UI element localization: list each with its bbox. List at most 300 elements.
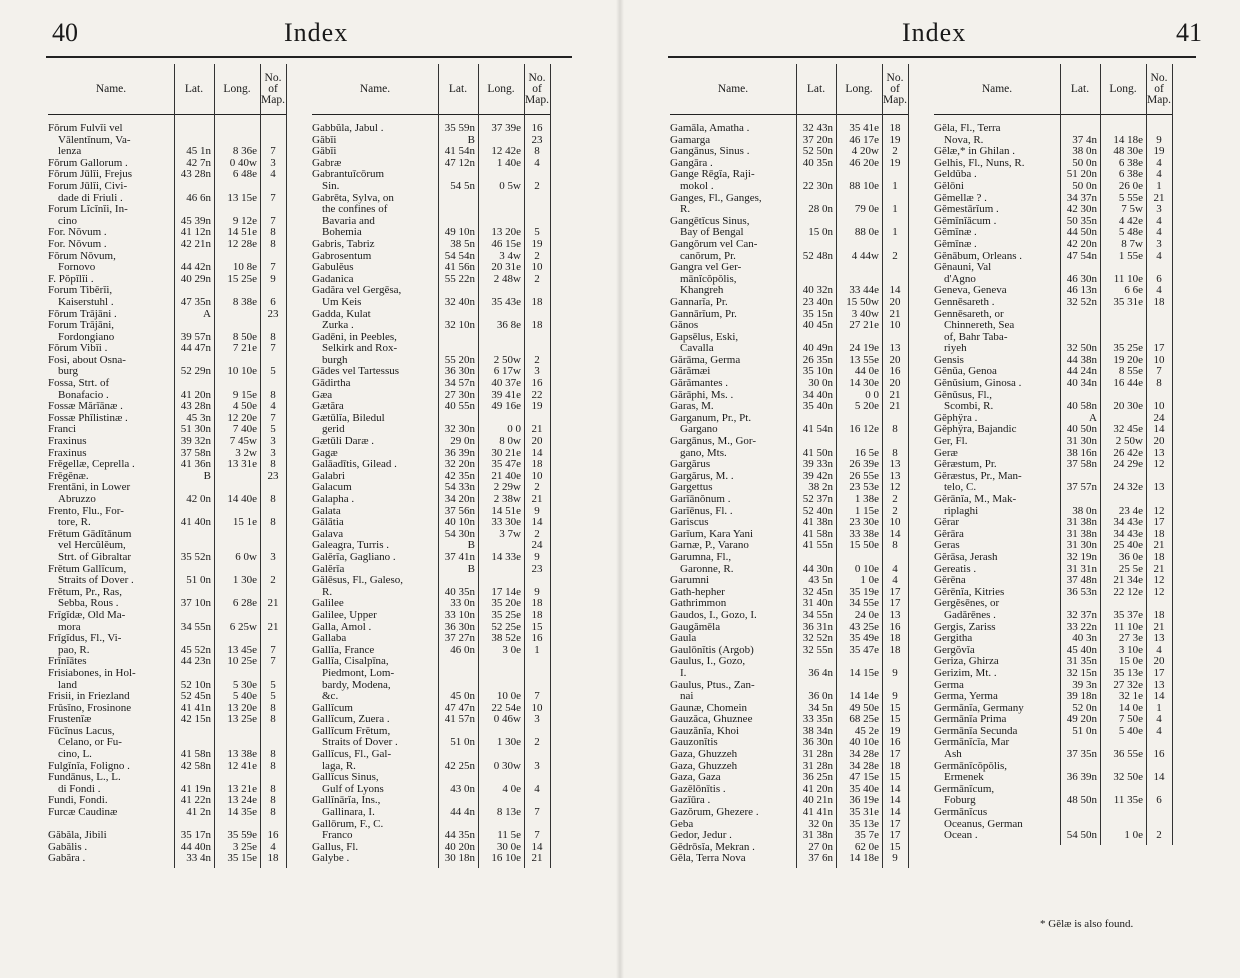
- entry-latitude: 42 7n: [186, 156, 211, 169]
- entry-name: Fulgĭnĭa, Foligno .: [48, 760, 130, 772]
- entry-name: Găbĭi: [312, 134, 337, 146]
- entry-name: burgh: [322, 354, 348, 366]
- entry-name: Gamarga: [670, 134, 711, 146]
- entry-map-number: 18: [889, 759, 901, 772]
- index-entry: [312, 181, 550, 193]
- entry-name: Gādes vel Tartessus: [312, 366, 400, 378]
- column-header: [48, 64, 286, 115]
- entry-longitude: 20 31e: [491, 261, 521, 274]
- entry-name: Gĕræstus, Pr., Man-: [934, 470, 1022, 482]
- entry-latitude: 38 2n: [808, 481, 833, 494]
- index-entry: [670, 540, 908, 552]
- entry-longitude: 36 55e: [1113, 748, 1143, 761]
- entry-longitude: 36 8e: [496, 319, 521, 332]
- entry-name: Frĕtum, Pr., Ras,: [48, 586, 122, 598]
- entry-map-number: 2: [534, 736, 540, 749]
- column-rule: [836, 64, 837, 868]
- entry-longitude: 5 48e: [1118, 226, 1143, 239]
- entry-latitude: 52 0n: [1072, 701, 1097, 714]
- entry-latitude: 35 59n: [444, 122, 475, 134]
- entry-longitude: 11 10e: [1113, 620, 1143, 633]
- entry-name: Galapha .: [312, 494, 355, 505]
- entry-map-number: 12: [889, 481, 901, 494]
- entry-longitude: 15 0e: [1118, 655, 1143, 668]
- entry-name: Gauzonĭtis: [670, 737, 718, 749]
- entry-name: Gaugămēla: [670, 621, 721, 633]
- entry-longitude: 35 40e: [849, 782, 879, 795]
- column-body: [934, 115, 1172, 842]
- entry-longitude: 32 45e: [1113, 423, 1143, 436]
- entry-map-number: 9: [270, 272, 276, 285]
- entry-longitude: 15 50e: [849, 539, 879, 552]
- entry-longitude: 4 50e: [232, 400, 257, 413]
- entry-name: Garnæ, P., Varano: [670, 540, 749, 552]
- entry-latitude: 41 41n: [180, 701, 211, 714]
- entry-name: Gĕmellæ ? .: [934, 192, 987, 204]
- entry-map-number: 4: [1156, 249, 1162, 262]
- index-entry: [48, 598, 286, 610]
- entry-map-number: 2: [892, 249, 898, 262]
- entry-latitude: 39 3n: [1072, 678, 1097, 691]
- entry-longitude: 88 10e: [849, 179, 879, 192]
- entry-map-number: 4: [534, 782, 540, 795]
- entry-name: bardy, Modena,: [322, 679, 391, 691]
- entry-longitude: 16 5e: [854, 446, 879, 459]
- header-map-number: No. of Map.: [883, 71, 907, 106]
- entry-longitude: 0 0: [865, 388, 879, 401]
- entry-map-number: 16: [531, 632, 543, 645]
- index-entry: [934, 436, 1172, 448]
- entry-name: Gallĭcum Frĕtum,: [312, 725, 391, 737]
- entry-map-number: 2: [534, 272, 540, 285]
- index-entry: [312, 668, 550, 680]
- entry-name: Gĕnŭsium, Ginosa .: [934, 378, 1022, 390]
- entry-name: Gallĭa, Cisalpīna,: [312, 656, 389, 668]
- entry-latitude: 38 5n: [450, 237, 475, 250]
- entry-name: Fundi, Fondi.: [48, 795, 108, 807]
- index-entry: [934, 726, 1172, 738]
- entry-name: Gætūli Daræ .: [312, 436, 375, 448]
- entry-latitude: 46 0n: [450, 643, 475, 656]
- header-name: Name.: [981, 82, 1013, 95]
- entry-name: Forum Tibĕrĭi,: [48, 285, 113, 297]
- entry-name: Geneva, Geneva: [934, 285, 1007, 297]
- entry-latitude: 23 40n: [802, 295, 833, 308]
- entry-longitude: 7 45w: [229, 435, 257, 448]
- entry-name: Franco: [322, 830, 353, 842]
- index-entry: [670, 668, 908, 680]
- entry-latitude: 45 40n: [1066, 643, 1097, 656]
- index-column: [48, 64, 286, 865]
- entry-latitude: 31 38n: [1066, 516, 1097, 529]
- entry-latitude: 44 30n: [802, 562, 833, 575]
- entry-name: Gangāra .: [670, 157, 713, 169]
- entry-map-number: 17: [889, 829, 901, 842]
- entry-map-number: 21: [889, 307, 901, 320]
- entry-map-number: 4: [534, 156, 540, 169]
- column-rule: [882, 64, 883, 868]
- entry-longitude: 13 15e: [227, 191, 257, 204]
- entry-map-number: 4: [1156, 214, 1162, 227]
- entry-name: Gazŏrum, Ghezere .: [670, 807, 759, 819]
- entry-latitude: 42 35n: [444, 469, 475, 482]
- entry-latitude: 43 28n: [180, 168, 211, 181]
- entry-name: Gereatis .: [934, 563, 977, 575]
- entry-name: Frentāni, in Lower: [48, 482, 131, 494]
- column-body: [670, 115, 908, 865]
- entry-latitude: 41 2n: [186, 806, 211, 819]
- entry-name: Gĕmĭnĭăcum .: [934, 215, 997, 227]
- entry-name: gerid: [322, 424, 345, 436]
- column-header: [670, 64, 908, 115]
- entry-longitude: 9 12e: [232, 214, 257, 227]
- index-entry: [48, 193, 286, 205]
- entry-name: Gabrantuīcōrum: [312, 169, 385, 181]
- entry-name: Frustenīæ: [48, 714, 92, 726]
- entry-name: Geldŭba .: [934, 169, 977, 181]
- entry-map-number: 2: [892, 145, 898, 158]
- entry-longitude: 8 0w: [499, 435, 521, 448]
- entry-name: Galybe .: [312, 853, 350, 865]
- index-entry: [934, 691, 1172, 703]
- entry-name: Gabris, Tabriz: [312, 238, 375, 250]
- entry-name: Gĕrāra: [934, 528, 964, 540]
- entry-name: Frĭgĭdæ, Old Ma-: [48, 609, 126, 621]
- entry-longitude: 62 0e: [854, 840, 879, 853]
- entry-map-number: 7: [270, 342, 276, 355]
- entry-longitude: 6 48e: [232, 168, 257, 181]
- index-entry: [312, 633, 550, 645]
- index-column: [934, 64, 1172, 842]
- entry-latitude: 37 27n: [444, 632, 475, 645]
- header-long: Long.: [845, 82, 873, 95]
- entry-name: Gĕnauni, Val: [934, 262, 992, 274]
- index-entry: [934, 262, 1172, 274]
- entry-longitude: 22 12e: [1113, 585, 1143, 598]
- entry-latitude: 37 56n: [444, 504, 475, 517]
- entry-map-number: 23: [531, 133, 543, 146]
- entry-longitude: 6 0w: [235, 550, 257, 563]
- entry-name: Gabrēta, Sylva, on: [312, 192, 394, 204]
- entry-name: Galilee, Upper: [312, 609, 377, 621]
- entry-map-number: 21: [1153, 191, 1165, 204]
- entry-latitude: 32 20n: [444, 458, 475, 471]
- entry-longitude: 44 0e: [854, 365, 879, 378]
- entry-name: Fŏrum Nŏvum,: [48, 250, 116, 262]
- entry-name: Gauzănĭa, Khoi: [670, 725, 740, 737]
- entry-longitude: 38 52e: [491, 632, 521, 645]
- index-entry: [48, 517, 286, 529]
- index-entry: [934, 123, 1172, 135]
- entry-longitude: 46 15e: [491, 237, 521, 250]
- entry-name: Gĕphÿra .: [934, 412, 978, 424]
- entry-longitude: 14 51e: [491, 504, 521, 517]
- entry-name: Gange Rēgĭa, Raji-: [670, 169, 755, 181]
- index-entry: [312, 761, 550, 773]
- entry-name: Gætăra: [312, 401, 344, 413]
- entry-longitude: 21 34e: [1113, 574, 1143, 587]
- entry-latitude: 49 20n: [1066, 713, 1097, 726]
- entry-name: Gallĭcum: [312, 702, 353, 714]
- entry-name: Gariscus: [670, 517, 709, 529]
- entry-map-number: 5: [270, 423, 276, 436]
- entry-name: Scombi, R.: [944, 401, 994, 413]
- entry-latitude: 44 47n: [180, 342, 211, 355]
- entry-longitude: 5 55e: [1118, 191, 1143, 204]
- entry-longitude: 39 41e: [491, 388, 521, 401]
- entry-latitude: 27 30n: [444, 388, 475, 401]
- entry-latitude: 32 0n: [808, 817, 833, 830]
- index-entry: [934, 668, 1172, 680]
- entry-latitude: 27 0n: [808, 840, 833, 853]
- entry-longitude: 35 43e: [491, 295, 521, 308]
- entry-longitude: 4 20w: [851, 145, 879, 158]
- entry-longitude: 35 15e: [227, 852, 257, 865]
- entry-map-number: 2: [270, 574, 276, 587]
- entry-map-number: 18: [531, 458, 543, 471]
- index-entry: [312, 320, 550, 332]
- entry-latitude: 37 58n: [1066, 458, 1097, 471]
- entry-name: Ganges, Fl., Ganges,: [670, 192, 762, 204]
- entry-name: Fŏrum Gallorum .: [48, 157, 128, 169]
- entry-name: Gelhis, Fl., Nuns, R.: [934, 157, 1025, 169]
- entry-name: Straits of Dover .: [322, 737, 398, 749]
- entry-latitude: 43 0n: [450, 782, 475, 795]
- entry-name: Gĕla, Fl., Terra: [934, 123, 1001, 134]
- entry-latitude: 44 24n: [1066, 365, 1097, 378]
- entry-latitude: 40 10n: [444, 516, 475, 529]
- entry-name: Fosi, about Osna-: [48, 354, 126, 366]
- index-entry: [670, 262, 908, 274]
- index-entry: [312, 552, 550, 564]
- footnote: * Gĕlæ is also found.: [1040, 918, 1134, 930]
- entry-name: Gĕrēna: [934, 575, 966, 587]
- index-entry: [312, 494, 550, 506]
- index-entry: [670, 251, 908, 263]
- entry-latitude: 44 42n: [180, 261, 211, 274]
- page-title: Index: [284, 18, 349, 47]
- entry-longitude: 49 16e: [491, 400, 521, 413]
- index-entry: [670, 401, 908, 413]
- index-entry: [934, 552, 1172, 564]
- index-entry: [670, 320, 908, 332]
- entry-name: Galĕrĭa: [312, 563, 345, 575]
- entry-name: cino, L.: [58, 749, 92, 761]
- entry-latitude: 36 31n: [802, 620, 833, 633]
- entry-longitude: 49 50e: [849, 701, 879, 714]
- entry-longitude: 12 28e: [227, 237, 257, 250]
- entry-latitude: 41 54n: [444, 145, 475, 158]
- entry-longitude: 35 19e: [849, 585, 879, 598]
- entry-name: Garĭum, Kara Yani: [670, 528, 754, 540]
- entry-longitude: 2 29w: [493, 481, 521, 494]
- index-entry: [48, 633, 286, 645]
- entry-latitude: 36 0n: [808, 690, 833, 703]
- entry-latitude: 48 50n: [1066, 794, 1097, 807]
- entry-latitude: 52 10n: [180, 678, 211, 691]
- entry-longitude: 25 40e: [1113, 539, 1143, 552]
- entry-name: Nova, R.: [944, 134, 984, 146]
- entry-map-number: 4: [1156, 226, 1162, 239]
- entry-name: Galacum: [312, 482, 352, 494]
- entry-name: Gergĕsēnes, or: [934, 598, 1000, 610]
- entry-name: Germānĭa Secunda: [934, 725, 1018, 737]
- entry-name: Celano, or Fu-: [58, 737, 122, 749]
- entry-latitude: 34 37n: [1066, 191, 1097, 204]
- entry-longitude: 1 55e: [1118, 249, 1143, 262]
- entry-map-number: 14: [531, 840, 543, 853]
- index-entry: [312, 575, 550, 587]
- entry-name: Bohemia: [322, 227, 362, 239]
- entry-map-number: 4: [270, 400, 276, 413]
- entry-latitude: 44 23n: [180, 655, 211, 668]
- entry-name: Frĕtum Gādĭtānum: [48, 528, 132, 540]
- entry-map-number: 8: [270, 748, 276, 761]
- entry-name: Bay of Bengal: [680, 227, 744, 239]
- entry-longitude: 21 40e: [491, 469, 521, 482]
- entry-name: Gărămæi: [670, 366, 711, 378]
- entry-latitude: B: [203, 469, 211, 482]
- entry-longitude: 13 20e: [491, 226, 521, 239]
- entry-latitude: 55 22n: [444, 272, 475, 285]
- entry-latitude: 41 20n: [180, 388, 211, 401]
- entry-longitude: 33 44e: [849, 284, 879, 297]
- entry-name: pao, R.: [58, 644, 90, 656]
- entry-name: Geriza, Ghirza: [934, 656, 999, 668]
- index-entry: [670, 552, 908, 564]
- entry-latitude: 34 57n: [444, 377, 475, 390]
- index-entry: [48, 297, 286, 309]
- entry-map-number: 8: [270, 782, 276, 795]
- entry-name: Gaula: [670, 633, 697, 645]
- entry-latitude: 52 48n: [802, 249, 833, 262]
- entry-map-number: 10: [1153, 400, 1165, 413]
- entry-name: Gallĭnārĭa, Ins.,: [312, 795, 381, 807]
- index-entry: [934, 482, 1172, 494]
- entry-name: Gætūlĭa, Biledul: [312, 412, 385, 424]
- header-name: Name.: [359, 82, 391, 95]
- index-entry: [670, 239, 908, 251]
- entry-map-number: 8: [270, 388, 276, 401]
- entry-longitude: 3 2w: [235, 446, 257, 459]
- entry-latitude: 39 57n: [180, 330, 211, 343]
- entry-map-number: 13: [1153, 481, 1165, 494]
- entry-longitude: 3 0e: [502, 643, 521, 656]
- entry-latitude: 31 40n: [802, 597, 833, 610]
- entry-name: cino: [58, 215, 77, 227]
- entry-latitude: 41 38n: [802, 516, 833, 529]
- entry-name: Gabræ: [312, 157, 342, 169]
- entry-map-number: 13: [1153, 446, 1165, 459]
- entry-longitude: 15 50w: [846, 295, 879, 308]
- entry-name: Fŭcĭnus Lacus,: [48, 725, 115, 737]
- index-entry: [312, 297, 550, 309]
- index-entry: [48, 575, 286, 587]
- entry-latitude: 40 21n: [802, 794, 833, 807]
- entry-longitude: 33 30e: [491, 516, 521, 529]
- entry-map-number: 14: [889, 284, 901, 297]
- entry-longitude: 88 0e: [854, 226, 879, 239]
- index-entry: [312, 262, 550, 274]
- entry-map-number: 18: [889, 632, 901, 645]
- entry-map-number: 9: [892, 666, 898, 679]
- index-entry: [312, 564, 550, 576]
- entry-name: Germānĭcum,: [934, 783, 995, 795]
- entry-name: Gadanica: [312, 273, 354, 285]
- entry-map-number: 5: [270, 365, 276, 378]
- entry-name: Garganum, Pr., Pt.: [670, 412, 752, 424]
- entry-map-number: 6: [1156, 794, 1162, 807]
- entry-name: Sin.: [322, 180, 340, 192]
- entry-latitude: 32 50n: [1066, 342, 1097, 355]
- entry-name: Khangreh: [680, 285, 724, 297]
- entry-longitude: 9 15e: [232, 388, 257, 401]
- entry-latitude: 45 0n: [450, 690, 475, 703]
- entry-name: nai: [680, 691, 694, 703]
- entry-name: Fossæ Mărĭānæ .: [48, 401, 123, 413]
- index-entry: [312, 193, 550, 205]
- column-rule: [796, 64, 797, 868]
- entry-map-number: 1: [534, 643, 540, 656]
- index-entry: [48, 309, 286, 321]
- entry-map-number: 7: [534, 829, 540, 842]
- entry-map-number: 2: [892, 493, 898, 505]
- entry-latitude: 39 42n: [802, 469, 833, 482]
- entry-map-number: 9: [534, 585, 540, 598]
- entry-map-number: 18: [531, 608, 543, 621]
- column-rule: [1172, 64, 1173, 845]
- entry-map-number: 8: [892, 446, 898, 459]
- entry-name: Geba: [670, 818, 694, 830]
- entry-longitude: 30 0e: [496, 840, 521, 853]
- entry-longitude: 35 47e: [849, 643, 879, 656]
- entry-name: Gallus, Fl.: [312, 841, 359, 853]
- entry-latitude: 34 55n: [802, 608, 833, 621]
- entry-name: Gĕrānĭa, M., Mak-: [934, 494, 1017, 505]
- index-entry: [312, 123, 550, 135]
- index-entry: [312, 737, 550, 749]
- entry-map-number: 13: [889, 469, 901, 482]
- index-entry: [670, 297, 908, 309]
- entry-latitude: 54 50n: [1066, 829, 1097, 842]
- entry-latitude: 37 41n: [444, 550, 475, 563]
- entry-map-number: 10: [889, 319, 901, 332]
- entry-latitude: 41 57n: [444, 713, 475, 726]
- header-map-number: No. of Map.: [525, 71, 549, 106]
- entry-map-number: 15: [889, 840, 901, 853]
- entry-map-number: 24: [1153, 411, 1165, 424]
- entry-latitude: A: [203, 307, 211, 320]
- entry-longitude: 8 7w: [1121, 237, 1143, 250]
- entry-latitude: 38 34n: [802, 724, 833, 737]
- entry-latitude: 32 10n: [444, 319, 475, 332]
- entry-longitude: 13 24e: [227, 794, 257, 807]
- entry-longitude: 34 43e: [1113, 516, 1143, 529]
- entry-name: Gabbŭla, Jabul .: [312, 123, 384, 134]
- entry-latitude: 39 18n: [1066, 690, 1097, 703]
- entry-map-number: 3: [534, 759, 540, 772]
- index-entry: [670, 807, 908, 819]
- entry-name: Gĕla, Terra Nova: [670, 853, 746, 865]
- entry-name: Gergitha: [934, 633, 973, 645]
- index-entry: [312, 656, 550, 668]
- entry-name: Garonne, R.: [680, 563, 734, 575]
- entry-longitude: 20 30e: [1113, 400, 1143, 413]
- entry-longitude: 35 20e: [491, 597, 521, 610]
- index-entry: [670, 610, 908, 622]
- entry-longitude: 8 36e: [232, 145, 257, 158]
- entry-name: I.: [680, 667, 687, 679]
